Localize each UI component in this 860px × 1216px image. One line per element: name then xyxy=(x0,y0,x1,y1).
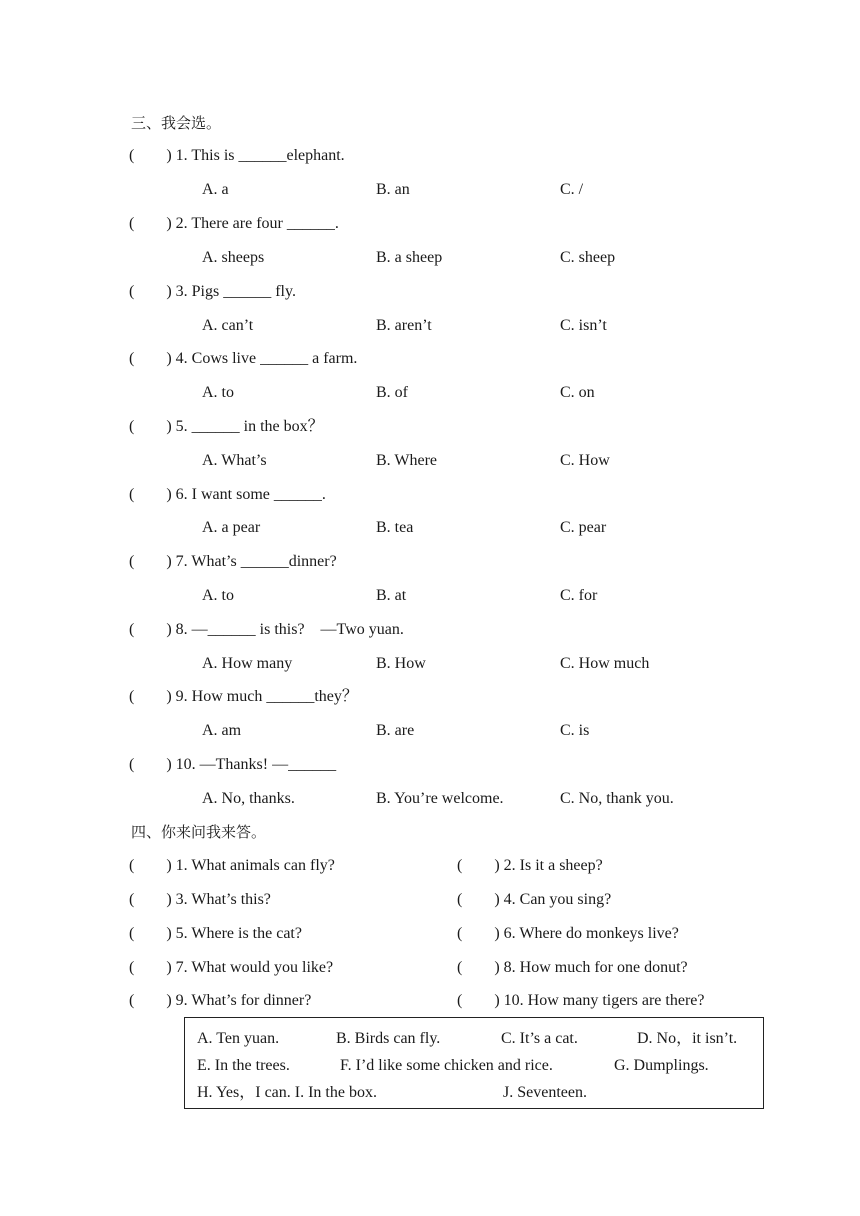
q4-option-a: A. to xyxy=(202,384,234,401)
q9-option-c: C. is xyxy=(560,722,590,739)
answer-b: B. Birds can fly. xyxy=(336,1030,441,1047)
q3-option-c: C. isn’t xyxy=(560,317,607,334)
q5-option-b: B. Where xyxy=(376,452,438,469)
q10-option-c: C. No, thank you. xyxy=(560,790,674,807)
q10-option-b: B. You’re welcome. xyxy=(376,790,504,807)
question-6: ( ) 6. I want some ______. xyxy=(129,486,326,503)
q7-option-c: C. for xyxy=(560,587,598,604)
answer-g: G. Dumplings. xyxy=(614,1057,709,1074)
qa-question-10: ( ) 10. How many tigers are there? xyxy=(457,992,705,1009)
q7-option-b: B. at xyxy=(376,587,407,604)
qa-question-6: ( ) 6. Where do monkeys live? xyxy=(457,925,679,942)
qa-question-2: ( ) 2. Is it a sheep? xyxy=(457,857,603,874)
q3-option-a: A. can’t xyxy=(202,317,254,334)
answer-e: E. In the trees. xyxy=(197,1057,290,1074)
q5-option-c: C. How xyxy=(560,452,610,469)
q4-option-c: C. on xyxy=(560,384,595,401)
answer-a: A. Ten yuan. xyxy=(197,1030,280,1047)
q8-option-c: C. How much xyxy=(560,655,650,672)
question-5: ( ) 5. ______ in the box？ xyxy=(129,418,324,435)
qa-question-8: ( ) 8. How much for one donut? xyxy=(457,959,688,976)
q9-option-a: A. am xyxy=(202,722,242,739)
q4-option-b: B. of xyxy=(376,384,408,401)
q8-option-a: A. How many xyxy=(202,655,293,672)
q3-option-b: B. aren’t xyxy=(376,317,432,334)
question-2: ( ) 2. There are four ______. xyxy=(129,215,339,232)
question-8: ( ) 8. —______ is this? —Two yuan. xyxy=(129,621,404,638)
qa-question-5: ( ) 5. Where is the cat? xyxy=(129,925,302,942)
q1-option-b: B. an xyxy=(376,181,410,198)
question-10: ( ) 10. —Thanks! —______ xyxy=(129,756,337,773)
q2-option-c: C. sheep xyxy=(560,249,616,266)
q2-option-b: B. a sheep xyxy=(376,249,443,266)
question-4: ( ) 4. Cows live ______ a farm. xyxy=(129,350,358,367)
qa-question-3: ( ) 3. What’s this? xyxy=(129,891,271,908)
qa-question-4: ( ) 4. Can you sing? xyxy=(457,891,612,908)
q2-option-a: A. sheeps xyxy=(202,249,265,266)
section4-title: 四、你来问我来答。 xyxy=(131,823,267,841)
answer-j: J. Seventeen. xyxy=(503,1084,587,1101)
question-7: ( ) 7. What’s ______dinner? xyxy=(129,553,337,570)
answer-d: D. No，it isn’t. xyxy=(637,1030,738,1047)
q8-option-b: B. How xyxy=(376,655,426,672)
answer-f: F. I’d like some chicken and rice. xyxy=(340,1057,553,1074)
q5-option-a: A. What’s xyxy=(202,452,267,469)
q10-option-a: A. No, thanks. xyxy=(202,790,295,807)
answer-box xyxy=(184,1017,764,1109)
q6-option-b: B. tea xyxy=(376,519,414,536)
answer-c: C. It’s a cat. xyxy=(501,1030,578,1047)
qa-question-9: ( ) 9. What’s for dinner? xyxy=(129,992,312,1009)
q1-option-a: A. a xyxy=(202,181,229,198)
section3-title: 三、我会选。 xyxy=(131,114,222,132)
qa-question-1: ( ) 1. What animals can fly? xyxy=(129,857,335,874)
question-9: ( ) 9. How much ______they？ xyxy=(129,688,358,705)
qa-question-7: ( ) 7. What would you like? xyxy=(129,959,334,976)
q1-option-c: C. / xyxy=(560,181,584,198)
q6-option-a: A. a pear xyxy=(202,519,261,536)
q9-option-b: B. are xyxy=(376,722,415,739)
q6-option-c: C. pear xyxy=(560,519,607,536)
q7-option-a: A. to xyxy=(202,587,234,604)
question-1: ( ) 1. This is ______elephant. xyxy=(129,147,345,164)
answer-h-i: H. Yes，I can. I. In the box. xyxy=(197,1084,377,1101)
question-3: ( ) 3. Pigs ______ fly. xyxy=(129,283,296,300)
